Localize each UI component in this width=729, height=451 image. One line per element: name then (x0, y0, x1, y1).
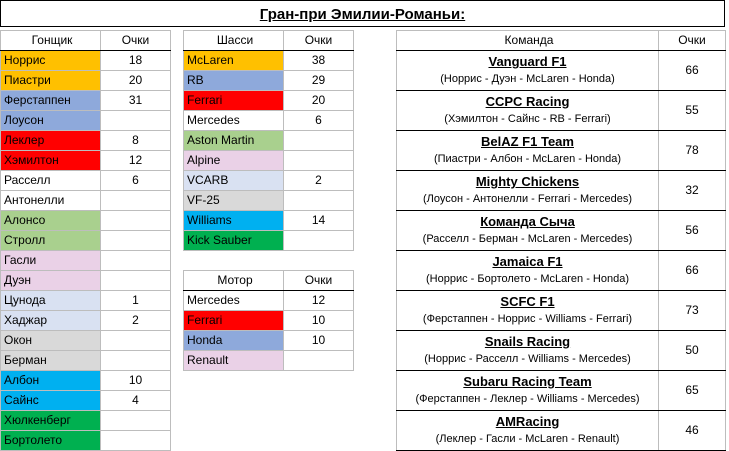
name-cell[interactable]: Williams (184, 211, 284, 231)
name-cell[interactable]: Бортолето (1, 431, 101, 451)
motor-table (183, 270, 354, 371)
header-points-cell[interactable]: Очки (284, 271, 354, 291)
name-cell[interactable]: Албон (1, 371, 101, 391)
chassis-table (183, 30, 354, 251)
table-row (1, 351, 171, 371)
team-cell[interactable] (397, 171, 659, 211)
team-points-cell[interactable]: 66 (659, 51, 726, 91)
header-points-cell[interactable]: Очки (101, 31, 171, 51)
team-row (397, 251, 726, 291)
name-cell[interactable]: Стролл (1, 231, 101, 251)
table-row (1, 211, 171, 231)
table-row (184, 51, 354, 71)
team-row (397, 211, 726, 251)
team-name: AMRacing (495, 414, 560, 429)
team-lineup: (Лоусон - Антонелли - Ferrari - Mercedes) (423, 193, 632, 205)
name-cell[interactable]: Цунода (1, 291, 101, 311)
team-points-cell[interactable]: 78 (659, 131, 726, 171)
name-cell[interactable]: Расселл (1, 171, 101, 191)
header-row (184, 271, 354, 291)
points-cell[interactable]: 8 (101, 131, 171, 151)
name-cell[interactable]: Ferrari (184, 311, 284, 331)
team-lineup: (Норрис - Дуэн - McLaren - Honda) (440, 73, 615, 85)
name-cell[interactable]: VCARB (184, 171, 284, 191)
team-row (397, 91, 726, 131)
table-row (1, 51, 171, 71)
team-cell[interactable] (397, 331, 659, 371)
header-row (184, 31, 354, 51)
team-row (397, 291, 726, 331)
points-cell[interactable] (101, 111, 171, 131)
name-cell[interactable]: Берман (1, 351, 101, 371)
name-cell[interactable]: Гасли (1, 251, 101, 271)
header-points-cell[interactable]: Очки (284, 31, 354, 51)
team-name: Команда Сыча (480, 214, 575, 229)
team-name: Vanguard F1 (488, 54, 567, 69)
points-cell[interactable]: 12 (101, 151, 171, 171)
team-name: Jamaica F1 (492, 254, 563, 269)
points-cell[interactable] (101, 231, 171, 251)
points-cell[interactable]: 10 (101, 371, 171, 391)
table-row (1, 271, 171, 291)
table-row (184, 151, 354, 171)
table-row (1, 291, 171, 311)
team-row (397, 371, 726, 411)
drivers-table (0, 30, 171, 451)
points-cell[interactable] (284, 231, 354, 251)
points-cell[interactable]: 6 (101, 171, 171, 191)
team-lineup: (Норрис - Расселл - Williams - Mercedes) (424, 353, 631, 365)
team-cell[interactable] (397, 51, 659, 91)
name-cell[interactable]: Honda (184, 331, 284, 351)
name-cell[interactable]: Сайнс (1, 391, 101, 411)
team-row (397, 131, 726, 171)
name-cell[interactable]: Хэмилтон (1, 151, 101, 171)
table-row (184, 351, 354, 371)
name-cell[interactable]: Ферстаппен (1, 91, 101, 111)
name-cell[interactable]: Renault (184, 351, 284, 371)
team-row (397, 411, 726, 451)
table-row (1, 411, 171, 431)
points-cell[interactable] (101, 191, 171, 211)
team-name: SCFC F1 (500, 294, 555, 309)
points-cell[interactable] (284, 151, 354, 171)
header-row (1, 31, 171, 51)
name-cell[interactable]: Mercedes (184, 291, 284, 311)
team-points-cell[interactable]: 46 (659, 411, 726, 451)
team-cell[interactable] (397, 371, 659, 411)
team-points-cell[interactable]: 65 (659, 371, 726, 411)
team-lineup: (Пиастри - Албон - McLaren - Honda) (433, 153, 622, 165)
name-cell[interactable]: Aston Martin (184, 131, 284, 151)
table-row (184, 131, 354, 151)
team-cell[interactable] (397, 251, 659, 291)
team-lineup: (Ферстаппен - Норрис - Williams - Ferrari) (422, 313, 633, 325)
points-cell[interactable] (101, 251, 171, 271)
team-lineup: (Леклер - Гасли - McLaren - Renault) (435, 433, 620, 445)
table-row (184, 91, 354, 111)
header-name-cell[interactable]: Шасси (184, 31, 284, 51)
table-row (1, 71, 171, 91)
table-row (1, 151, 171, 171)
points-cell[interactable]: 20 (101, 71, 171, 91)
points-cell[interactable]: 31 (101, 91, 171, 111)
name-cell[interactable]: Хаджар (1, 311, 101, 331)
teams-table (396, 30, 726, 451)
table-row (1, 231, 171, 251)
header-team-cell[interactable]: Команда (397, 31, 659, 51)
name-cell[interactable]: Mercedes (184, 111, 284, 131)
points-cell[interactable] (101, 331, 171, 351)
team-lineup: (Расселл - Берман - McLaren - Mercedes) (422, 233, 633, 245)
team-points-cell[interactable]: 55 (659, 91, 726, 131)
team-cell[interactable] (397, 91, 659, 131)
table-row (1, 131, 171, 151)
name-cell[interactable]: Окон (1, 331, 101, 351)
team-row (397, 331, 726, 371)
name-cell[interactable]: Лоусон (1, 111, 101, 131)
points-cell[interactable]: 4 (101, 391, 171, 411)
team-points-cell[interactable]: 56 (659, 211, 726, 251)
points-cell[interactable] (101, 351, 171, 371)
team-row (397, 171, 726, 211)
points-cell[interactable]: 6 (284, 111, 354, 131)
team-name: Subaru Racing Team (463, 374, 592, 389)
team-points-cell[interactable]: 32 (659, 171, 726, 211)
points-cell[interactable]: 10 (284, 311, 354, 331)
points-cell[interactable] (284, 131, 354, 151)
table-row (1, 191, 171, 211)
name-cell[interactable]: Антонелли (1, 191, 101, 211)
points-cell[interactable] (284, 191, 354, 211)
team-cell[interactable] (397, 411, 659, 451)
points-cell[interactable]: 1 (101, 291, 171, 311)
table-row (184, 311, 354, 331)
name-cell[interactable]: Пиастри (1, 71, 101, 91)
table-row (1, 371, 171, 391)
name-cell[interactable]: Леклер (1, 131, 101, 151)
team-points-cell[interactable]: 50 (659, 331, 726, 371)
team-name: Mighty Chickens (475, 174, 580, 189)
team-points-cell[interactable]: 66 (659, 251, 726, 291)
name-cell[interactable]: McLaren (184, 51, 284, 71)
team-name: Snails Racing (484, 334, 571, 349)
name-cell[interactable]: Ferrari (184, 91, 284, 111)
team-cell[interactable] (397, 291, 659, 331)
team-points-cell[interactable]: 73 (659, 291, 726, 331)
table-row (1, 251, 171, 271)
points-cell[interactable]: 18 (101, 51, 171, 71)
team-row (397, 51, 726, 91)
table-row (1, 391, 171, 411)
points-cell[interactable] (284, 351, 354, 371)
name-cell[interactable]: Норрис (1, 51, 101, 71)
header-points-cell[interactable]: Очки (659, 31, 726, 51)
table-row (1, 91, 171, 111)
name-cell[interactable]: RB (184, 71, 284, 91)
points-cell[interactable]: 2 (284, 171, 354, 191)
name-cell[interactable]: VF-25 (184, 191, 284, 211)
page-title[interactable]: Гран-при Эмилии-Романьи: (0, 0, 725, 27)
table-row (1, 311, 171, 331)
table-row (1, 331, 171, 351)
points-cell[interactable]: 10 (284, 331, 354, 351)
points-cell[interactable] (101, 431, 171, 451)
name-cell[interactable]: Kick Sauber (184, 231, 284, 251)
points-cell[interactable]: 12 (284, 291, 354, 311)
table-row (184, 191, 354, 211)
table-row (184, 71, 354, 91)
team-name: CCPC Racing (485, 94, 570, 109)
table-row (184, 291, 354, 311)
header-name-cell[interactable]: Мотор (184, 271, 284, 291)
points-cell[interactable]: 29 (284, 71, 354, 91)
table-row (184, 331, 354, 351)
team-cell[interactable] (397, 131, 659, 171)
name-cell[interactable]: Алонсо (1, 211, 101, 231)
header-row (397, 31, 726, 51)
points-cell[interactable]: 2 (101, 311, 171, 331)
points-cell[interactable]: 14 (284, 211, 354, 231)
team-lineup: (Хэмилтон - Сайнс - RB - Ferrari) (444, 113, 611, 125)
team-lineup: (Норрис - Бортолето - McLaren - Honda) (425, 273, 629, 285)
points-cell[interactable]: 38 (284, 51, 354, 71)
name-cell[interactable]: Дуэн (1, 271, 101, 291)
points-cell[interactable]: 20 (284, 91, 354, 111)
name-cell[interactable]: Alpine (184, 151, 284, 171)
table-row (184, 231, 354, 251)
team-cell[interactable] (397, 211, 659, 251)
points-cell[interactable] (101, 211, 171, 231)
header-name-cell[interactable]: Гонщик (1, 31, 101, 51)
table-row (184, 211, 354, 231)
table-row (184, 171, 354, 191)
team-lineup: (Ферстаппен - Леклер - Williams - Mercedes) (415, 393, 640, 405)
table-row (1, 111, 171, 131)
table-row (1, 171, 171, 191)
team-name: BelAZ F1 Team (481, 134, 574, 149)
table-row (1, 431, 171, 451)
points-cell[interactable] (101, 271, 171, 291)
points-cell[interactable] (101, 411, 171, 431)
table-row (184, 111, 354, 131)
name-cell[interactable]: Хюлкенберг (1, 411, 101, 431)
